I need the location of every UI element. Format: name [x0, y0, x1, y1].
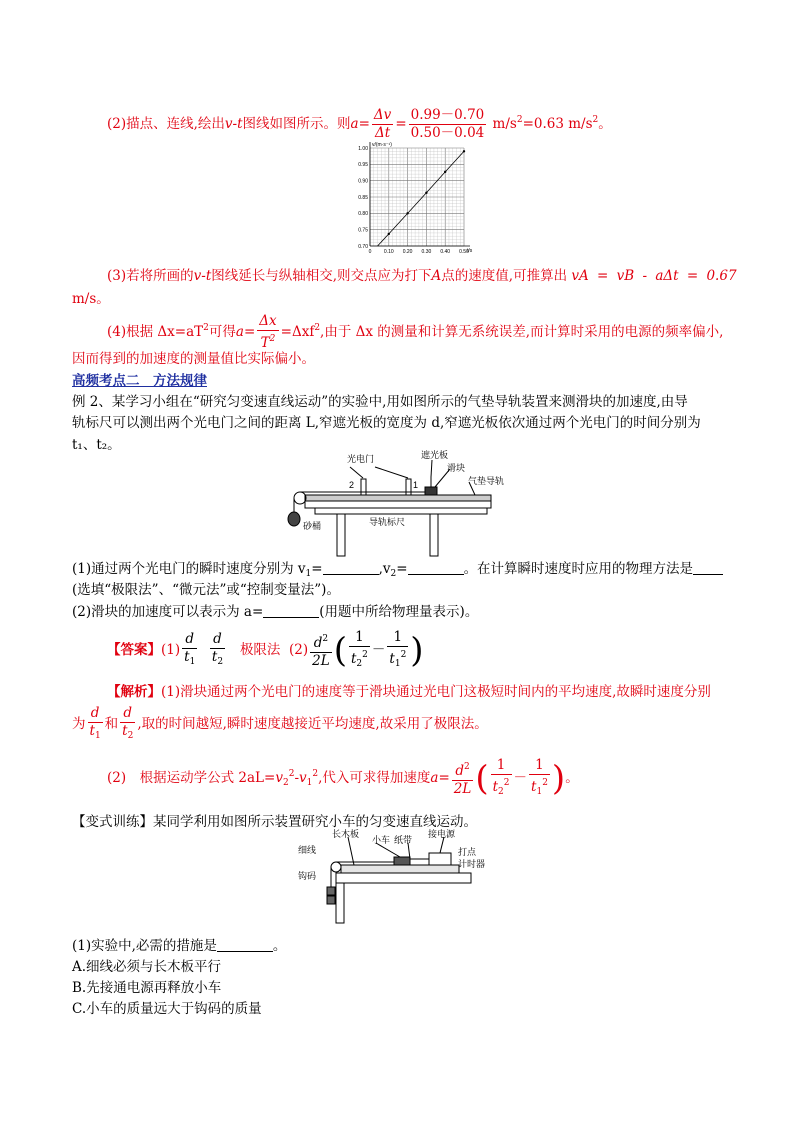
- sand-bucket: [288, 512, 300, 526]
- photogate-1: [406, 479, 411, 495]
- frac-d-t2-b: $\frac{d}{t_2}$: [120, 705, 135, 745]
- y-tick-label: 0.90: [358, 178, 368, 185]
- data-point: [406, 212, 408, 214]
- question-1: (1)通过两个光电门的瞬时速度分别为 $v_1= ,v_2=$ 。在计算瞬时速度时应用的物理方法是: [72, 560, 723, 583]
- data-point: [444, 171, 446, 173]
- solution-step-3: (3)若将所画的v-t图线延长与纵轴相交,则交点应为打下A点的速度值,可推算出 vA = vB - aΔt = 0.67: [107, 268, 737, 284]
- variant-training: 【变式训练】某同学利用如图所示装置研究小车的匀变速直线运动。: [72, 814, 477, 830]
- y-tick-label: 0.95: [358, 162, 368, 169]
- x-tick-label: 0.50: [459, 249, 469, 255]
- svg-text:导轨标尺: 导轨标尺: [369, 517, 406, 527]
- answer-blank-measures[interactable]: [217, 938, 273, 952]
- frac-1-t1sq-b: $\frac{1}{t_1^2}$: [529, 757, 550, 801]
- x-tick-label: 0.30: [421, 249, 432, 255]
- table-top: [336, 873, 471, 883]
- example-2-line1: 例 2、某学习小组在“研究匀变速直线运动”的实验中,用如图所示的气垫导轨装置来测滑块的加速度,由导: [72, 394, 688, 410]
- frac-1-t1sq: $\frac{1}{t_1^2}$: [387, 629, 408, 673]
- analysis-line1: 【解析】(1)滑块通过两个光电门的速度等于滑块通过光电门这极短时间内的平均速度,故瞬时速度分别: [107, 684, 711, 700]
- question-2: (2)滑块的加速度可以表示为 a= (用题中所给物理量表示)。: [72, 604, 479, 620]
- long-board: [341, 865, 459, 873]
- solution-step-4-line2: 因而得到的加速度的测量值比实际偏小。: [72, 351, 315, 367]
- track-rail: [305, 495, 491, 501]
- data-point: [425, 192, 427, 194]
- slider-block: [425, 487, 437, 495]
- y-tick-label: 0.80: [358, 211, 368, 218]
- svg-text:计时器: 计时器: [458, 859, 486, 869]
- svg-text:小车: 小车: [372, 835, 391, 845]
- vt-graph: [338, 140, 480, 258]
- example-2-line2: 轨标尺可以测出两个光电门之间的距离 L,窄遮光板的宽度为 d,窄遮光板依次通过两个光电门的时间分别为: [72, 415, 701, 431]
- photogate-2: [361, 479, 366, 495]
- answer-blank-v2[interactable]: [408, 561, 464, 575]
- frac-d-t2: $\frac{d}{t_2}$: [210, 631, 225, 671]
- air-track-figure: [285, 447, 515, 559]
- table-leg: [336, 883, 344, 923]
- svg-text:2: 2: [349, 480, 355, 490]
- x-tick-label: 0: [368, 249, 372, 255]
- data-point: [463, 150, 465, 152]
- graph-grid: [370, 148, 464, 246]
- data-point: [388, 233, 390, 235]
- y-tick-label: 0.70: [358, 243, 368, 250]
- y-axis-label: v/(m·s⁻¹): [372, 142, 392, 148]
- svg-text:打点: 打点: [458, 847, 477, 857]
- frac-d2-2L-b: $\frac{d^2}{2L}$: [453, 762, 472, 797]
- option-c: C.小车的质量远大于钩码的质量: [72, 1001, 262, 1017]
- svg-text:钩码: 钩码: [298, 871, 317, 881]
- answer-blank-a[interactable]: [263, 604, 319, 618]
- fraction-values: $\frac{0.99-0.70}{0.50-0.04}$: [410, 107, 485, 141]
- svg-text:1: 1: [413, 480, 419, 490]
- pulley: [294, 492, 306, 504]
- x-tick-label: 0.20: [402, 249, 413, 255]
- svg-text:砂桶: 砂桶: [303, 521, 322, 531]
- frac-d-t1-b: $\frac{d}{t_1}$: [88, 705, 103, 745]
- answer-blank-v1[interactable]: [323, 561, 379, 575]
- section-heading: 高频考点二 方法规律: [72, 373, 207, 389]
- table-leg-right: [430, 514, 438, 556]
- svg-text:光电门: 光电门: [347, 454, 375, 464]
- svg-text:遮光板: 遮光板: [421, 450, 449, 460]
- svg-text:接电源: 接电源: [428, 829, 456, 839]
- frac-d2-2L: $\frac{d^2}{2L}$: [312, 634, 330, 669]
- svg-text:气垫导轨: 气垫导轨: [468, 476, 505, 486]
- table-leg-left: [337, 514, 345, 556]
- frac-1-t2sq: $\frac{1}{t_2^2}$: [349, 629, 370, 673]
- svg-text:长木板: 长木板: [332, 829, 360, 839]
- option-b: B.先接通电源再释放小车: [72, 980, 222, 996]
- analysis-part2: (2) 根据运动学公式 $2aL=v_2^2-v_1^2$,代入可求得加速度a= $\frac{d^2}{2L}$ ( $\frac{1}{t_2^2}$ － $\frac{1}{t_1^2}$ )。: [107, 756, 579, 799]
- cart: [394, 857, 410, 865]
- solution-step-2: (2)描点、连线,绘出v-t图线如图所示。则a= $\frac{\Delta v}{\Delta t}$ = $\frac{0.99-0.70}{0.50-0.04}$ $m/s^2=0.63$ $m/s^2$。: [107, 107, 612, 141]
- question-1-line2: (选填“极限法”、“微元法”或“控制变量法”)。: [72, 582, 340, 598]
- solution-step-4: (4)根据 $\Delta x=aT^2$可得a= $\frac{\Delta x}{T^2}$ =Δxf$^2$,由于 Δx 的测量和计算无系统误差,而计算时采用的电源的频率偏小,: [107, 313, 724, 351]
- x-tick-label: 0.40: [440, 249, 451, 255]
- y-tick-label: 1.00: [358, 145, 368, 152]
- y-tick-label: 0.85: [358, 194, 368, 201]
- cart-figure: [296, 829, 496, 925]
- timer: [429, 853, 451, 865]
- analysis-line2: 为 $\frac{d}{t_1}$ 和 $\frac{d}{t_2}$ ,取的时间越短,瞬时速度越接近平均速度,故采用了极限法。: [72, 704, 488, 745]
- pulley-2: [331, 862, 341, 872]
- answer-block: 【答案】(1) $\frac{d}{t_1}$ $\frac{d}{t_2}$ 极限法 (2) $\frac{d^2}{2L}$ ( $\frac{1}{t_2^2}$ － $\frac{1}{t_1^2}$ ): [107, 628, 424, 671]
- series-line: [378, 151, 464, 246]
- variant-question-1: (1)实验中,必需的措施是 。: [72, 938, 287, 954]
- x-tick-labels: [369, 249, 469, 255]
- track-base: [305, 501, 491, 508]
- frac-1-t2sq-b: $\frac{1}{t_2^2}$: [491, 757, 512, 801]
- fraction-dv-dt: $\frac{\Delta v}{\Delta t}$: [373, 107, 392, 141]
- solution-step-3-unit: m/s。: [72, 291, 110, 307]
- example-2-line3: t₁、t₂。: [72, 437, 121, 453]
- answer-blank-method[interactable]: [693, 561, 723, 575]
- x-tick-label: 0.10: [383, 249, 394, 255]
- option-a: A.细线必须与长木板平行: [72, 959, 222, 975]
- fraction-dx-t2: $\frac{\Delta x}{T^2}$: [259, 313, 277, 351]
- svg-text:细线: 细线: [298, 845, 317, 855]
- hook-weight: [327, 887, 335, 895]
- x-axis-label: t/s: [467, 248, 473, 254]
- frac-d-t1: $\frac{d}{t_1}$: [182, 631, 197, 671]
- y-tick-label: 0.75: [358, 227, 368, 234]
- svg-text:纸带: 纸带: [394, 835, 413, 845]
- svg-text:滑块: 滑块: [447, 463, 466, 473]
- y-tick-labels: [358, 146, 368, 250]
